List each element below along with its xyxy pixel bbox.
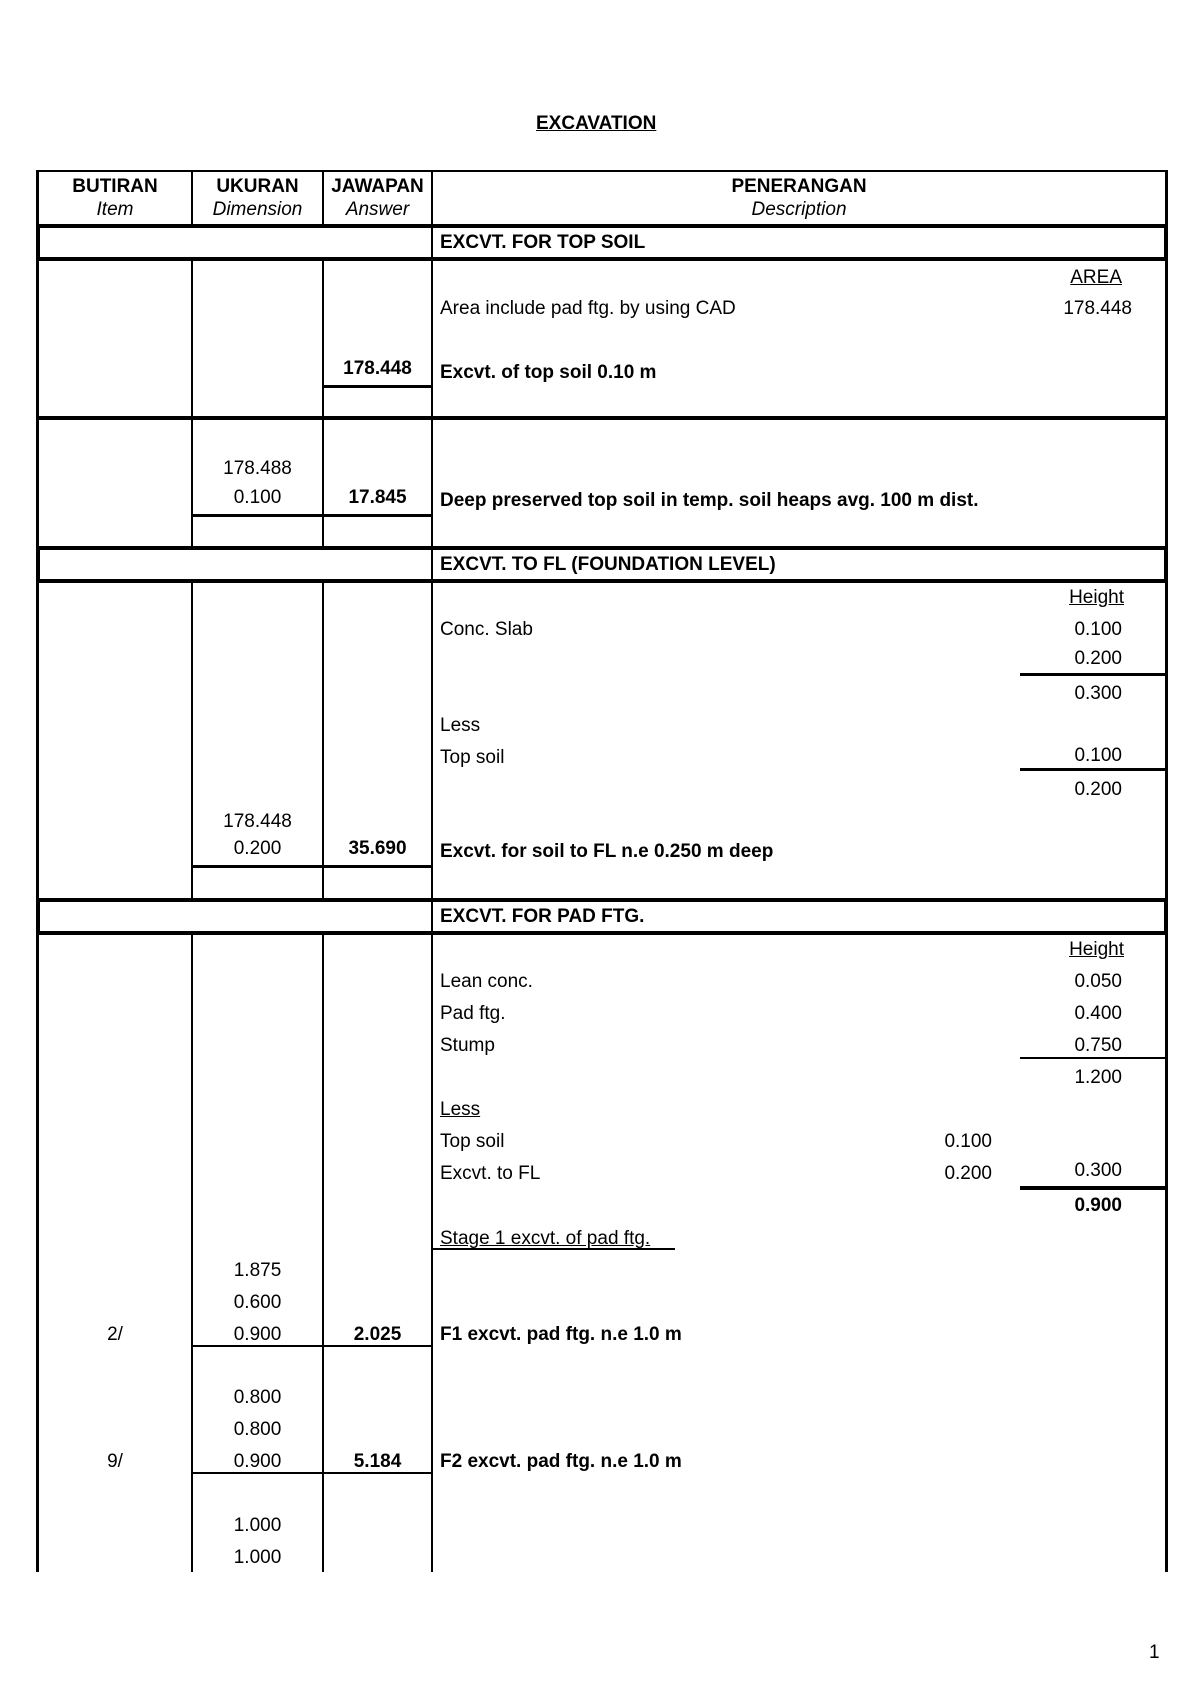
fl-answer: 35.690 <box>348 838 407 859</box>
fl-value-3: 0.100 <box>1074 745 1122 766</box>
section-title-top-soil: EXCVT. FOR TOP SOIL <box>440 232 646 253</box>
f2-dim-1: 0.800 <box>233 1387 282 1408</box>
section-title-pad: EXCVT. FOR PAD FTG. <box>440 906 645 927</box>
f3-dim-2: 1.000 <box>233 1547 282 1568</box>
area-value: 178.448 <box>1063 298 1132 319</box>
header-item: BUTIRAN <box>72 176 158 197</box>
pad-ftg-value: 0.400 <box>1074 1003 1122 1024</box>
fl-value-2: 0.200 <box>1074 648 1122 669</box>
top-soil-answer: 178.448 <box>343 358 412 379</box>
fl-value-1: 0.100 <box>1074 619 1122 640</box>
page-title: EXCAVATION <box>536 113 657 134</box>
header-description-en: Description <box>751 199 847 220</box>
f2-answer: 5.184 <box>353 1451 402 1472</box>
pad-stump-value: 0.750 <box>1074 1035 1122 1056</box>
pad-top-soil-label: Top soil <box>440 1131 505 1152</box>
pad-ftg-label: Pad ftg. <box>440 1003 506 1024</box>
pad-top-soil-value: 0.100 <box>944 1131 992 1152</box>
preserved-desc: Deep preserved top soil in temp. soil heaps avg. 100 m dist. <box>440 490 979 511</box>
f1-desc: F1 excvt. pad ftg. n.e 1.0 m <box>440 1324 682 1345</box>
f2-desc: F2 excvt. pad ftg. n.e 1.0 m <box>440 1451 682 1472</box>
pad-net: 0.900 <box>1074 1195 1122 1216</box>
pad-sum: 1.200 <box>1074 1067 1122 1088</box>
fl-top-soil: Top soil <box>440 747 505 768</box>
fl-dim-2: 0.200 <box>233 838 282 859</box>
pad-stump-label: Stump <box>440 1035 495 1056</box>
fl-net: 0.200 <box>1074 779 1122 800</box>
f3-dim-1: 1.000 <box>233 1515 282 1536</box>
f2-dim-3: 0.900 <box>233 1451 282 1472</box>
header-answer: JAWAPAN <box>331 176 424 197</box>
header-dimension: UKURAN <box>216 176 299 197</box>
fl-sum: 0.300 <box>1074 683 1122 704</box>
fl-height-header: Height <box>1069 587 1124 608</box>
area-header: AREA <box>1070 267 1122 288</box>
header-dimension-en: Dimension <box>212 199 303 220</box>
preserved-dim-2: 0.100 <box>233 487 282 508</box>
preserved-answer: 17.845 <box>348 487 407 508</box>
pad-excvt-fl-label: Excvt. to FL <box>440 1163 541 1184</box>
f1-dim-1: 1.875 <box>233 1260 282 1281</box>
f1-times: 2/ <box>107 1324 123 1345</box>
section-title-fl: EXCVT. TO FL (FOUNDATION LEVEL) <box>440 554 776 575</box>
preserved-dim-1: 178.488 <box>223 458 292 479</box>
pad-height-header: Height <box>1069 939 1124 960</box>
area-description: Area include pad ftg. by using CAD <box>440 298 736 319</box>
fl-conc-slab: Conc. Slab <box>440 619 533 640</box>
f2-times: 9/ <box>107 1451 123 1472</box>
header-item-en: Item <box>96 199 134 220</box>
pad-less: Less <box>440 1099 481 1120</box>
pad-stage-title: Stage 1 excvt. of pad ftg. <box>440 1228 651 1249</box>
header-answer-en: Answer <box>345 199 410 220</box>
pad-lean-label: Lean conc. <box>440 971 533 992</box>
f1-answer: 2.025 <box>353 1324 402 1345</box>
f1-dim-2: 0.600 <box>233 1292 282 1313</box>
pad-excvt-fl-value: 0.200 <box>944 1163 992 1184</box>
fl-desc: Excvt. for soil to FL n.e 0.250 m deep <box>440 841 774 862</box>
f2-dim-2: 0.800 <box>233 1419 282 1440</box>
fl-dim-1: 178.448 <box>223 811 292 832</box>
header-description: PENERANGAN <box>731 176 867 197</box>
fl-less: Less <box>440 715 481 736</box>
f1-dim-3: 0.900 <box>233 1324 282 1345</box>
page-number: 1 <box>1149 1642 1160 1663</box>
pad-less-total: 0.300 <box>1074 1160 1122 1181</box>
top-soil-answer-desc: Excvt. of top soil 0.10 m <box>440 362 657 383</box>
pad-lean-value: 0.050 <box>1074 971 1122 992</box>
